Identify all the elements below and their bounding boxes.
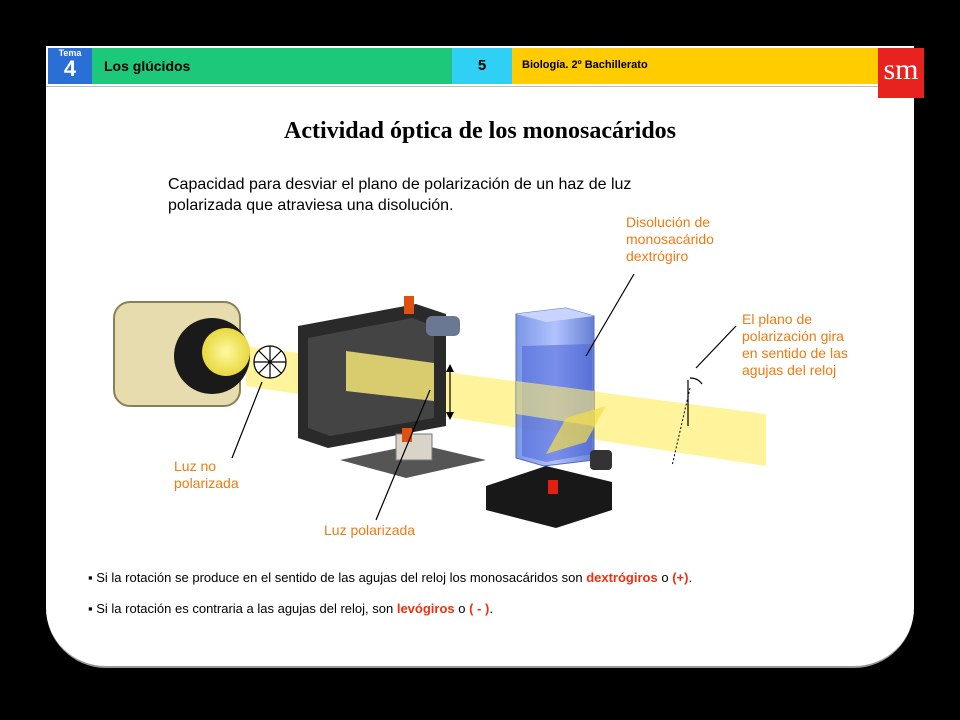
unpolarized-light-symbol: [254, 346, 286, 378]
publisher-logo: sm: [878, 48, 924, 98]
pointer-plane: [696, 326, 736, 368]
tema-label: Tema: [58, 48, 82, 58]
tube-stand: [486, 466, 612, 528]
label-solution: Disolución de monosacárido dextrógiro: [626, 214, 714, 264]
chapter-title: Los glúcidos: [104, 58, 191, 74]
polarizer-support: [396, 434, 432, 460]
course-title: Biología. 2º Bachillerato: [522, 59, 648, 71]
light-source-lens: [202, 328, 250, 376]
page-title: Actividad óptica de los monosacáridos: [283, 118, 676, 144]
slide: [46, 46, 919, 668]
tema-number: 4: [63, 56, 77, 81]
tube-stand-knob: [590, 450, 612, 470]
label-plane-rotation: El plano de polarización gira en sentido de las agujas del reloj: [742, 311, 848, 378]
pointer-solution: [586, 274, 634, 356]
label-unpolarized: Luz no polarizada: [174, 458, 239, 491]
polarizer-pin-bottom: [402, 428, 412, 442]
bullet-item: ▪ Si la rotación se produce en el sentido de las agujas del reloj los monosacáridos son dextrógiros o (+).: [88, 570, 693, 585]
intro-line-1: Capacidad para desviar el plano de polarización de un haz de luz: [168, 176, 632, 193]
bullet-list: [88, 570, 888, 632]
label-polarized: Luz polarizada: [324, 522, 416, 538]
page-number: 5: [477, 57, 487, 74]
polarizer-knob: [426, 316, 460, 336]
intro-line-2: polarizada que atraviesa una disolución.: [168, 197, 454, 214]
bullet-item: ▪ Si la rotación es contraria a las agujas del reloj, son levógiros o ( - ).: [88, 601, 493, 616]
polarizer-pin-top: [404, 296, 414, 314]
